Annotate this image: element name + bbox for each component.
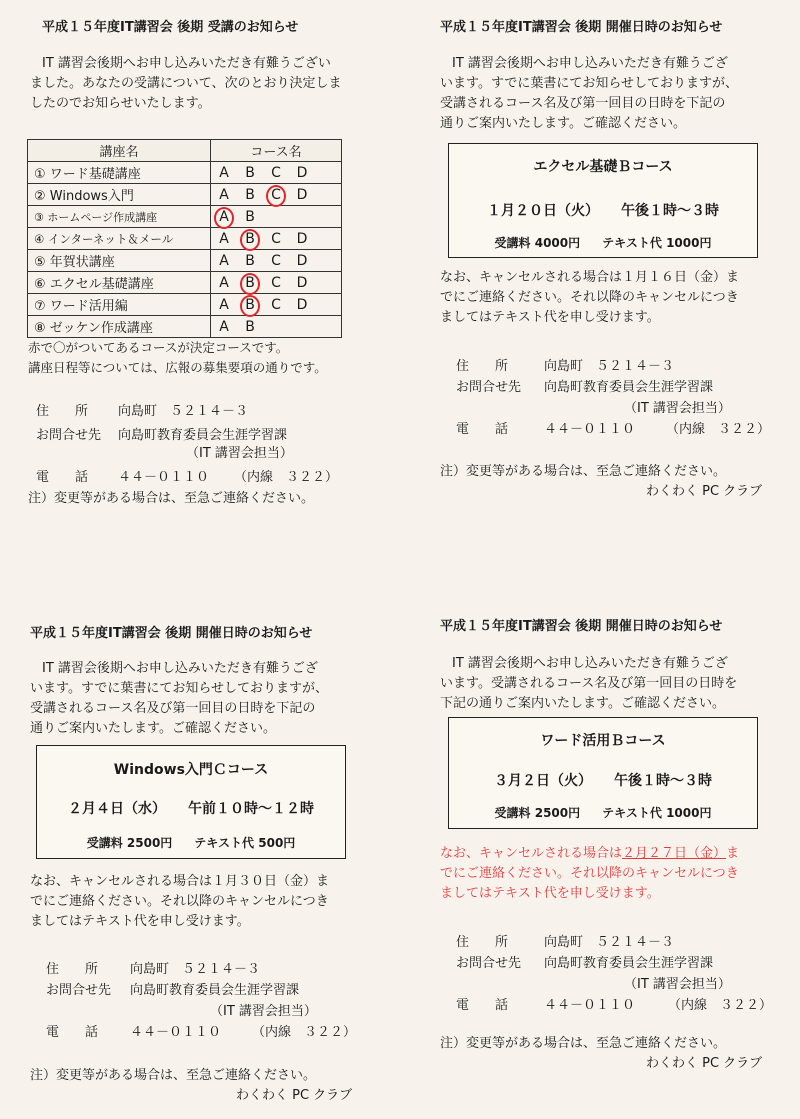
contact-sub: （IT 講習会担当）: [210, 1004, 317, 1019]
phone-value: ４４－０１１０: [130, 1025, 222, 1040]
club-name: わくわく PC クラブ: [646, 1056, 763, 1071]
table-row: ⑥ エクセル基礎講座 A B C D: [28, 272, 342, 294]
course-box: [36, 745, 346, 859]
phone-value: ４４－０１１０: [544, 422, 636, 437]
table-header: [28, 140, 342, 162]
contact-value: 向島町教育委員会生涯学習課: [130, 983, 300, 998]
intro-paragraph: IT 講習会後期へお申し込みいただき有難うござ います。すでに葉書にてお知らせしておりますが、 受講されるコース名及び第一回目の日時を下記の 通りご案内いたします。ご確認ください。: [440, 56, 738, 131]
cancel-notice: なお、キャンセルされる場合は１月３０日（金）ま でにご連絡ください。それ以降のキャンセルにつき ましてはテキスト代を申し受けます。: [30, 874, 330, 929]
course-table: [27, 139, 342, 338]
contact-sub: （IT 講習会担当）: [186, 446, 293, 461]
address-label: 住 所: [46, 962, 99, 977]
address-value: 向島町 ５２１４－３: [544, 359, 675, 374]
first-session: ３月２日（火） 午後１時～３時: [494, 773, 712, 789]
phone-extension: （内線 ３２２）: [668, 998, 773, 1013]
contact-sub: （IT 講習会担当）: [624, 401, 731, 416]
contact-value: 向島町教育委員会生涯学習課: [544, 380, 714, 395]
table-row: ② Windows入門 A B C D: [28, 184, 342, 206]
header-course-name: 講座名: [28, 140, 211, 162]
table-row: ⑦ ワード活用編 A B C D: [28, 294, 342, 316]
change-notice: 注）変更等がある場合は、至急ご連絡ください。: [440, 1036, 727, 1051]
contact-sub: （IT 講習会担当）: [624, 977, 731, 992]
course-name: ワード活用Ｂコース: [540, 733, 666, 749]
course-name: エクセル基礎Ｂコース: [533, 159, 673, 175]
notice-card-enrollment: [0, 0, 400, 560]
change-notice: 注）変更等がある場合は、至急ご連絡ください。: [440, 464, 727, 479]
change-notice: 注）変更等がある場合は、至急ご連絡ください。: [30, 1068, 317, 1083]
selected-course-circle: C: [263, 187, 289, 203]
fees: 受講料 2500円 テキスト代 1000円: [494, 806, 712, 820]
phone-label: 電 話: [46, 1025, 99, 1040]
table-row: ③ ホームページ作成講座 A B: [28, 206, 342, 228]
cancel-deadline: ２月２７日（金）: [622, 846, 727, 861]
card-title: 平成１５年度IT講習会 後期 開催日時のお知らせ: [440, 20, 723, 35]
contact-label: お問合せ先: [36, 428, 102, 443]
address-label: 住 所: [456, 935, 509, 950]
selected-course-circle: B: [237, 275, 263, 291]
first-session: １月２０日（火） 午後１時～３時: [487, 203, 719, 219]
course-box: [448, 143, 758, 258]
notice-card-excel: [400, 0, 800, 560]
selected-course-circle: B: [237, 231, 263, 247]
intro-paragraph: IT 講習会後期へお申し込みいただき有難うござ います。受講されるコース名及び第一回目の日時を 下記の通りご案内いたします。ご確認ください。: [440, 656, 738, 711]
contact-block: [46, 958, 386, 1048]
fees: 受講料 4000円 テキスト代 1000円: [494, 236, 712, 250]
address-value: 向島町 ５２１４－３: [544, 935, 675, 950]
contact-label: お問合せ先: [456, 956, 522, 971]
table-row: ⑧ ゼッケン作成講座 A B: [28, 316, 342, 338]
selected-course-circle: B: [237, 297, 263, 313]
contact-value: 向島町教育委員会生涯学習課: [118, 428, 288, 443]
table-row: ④ インターネット＆メール A B C D: [28, 228, 342, 250]
phone-extension: （内線 ３２２）: [252, 1025, 357, 1040]
intro-paragraph: IT 講習会後期へお申し込みいただき有難うござ います。すでに葉書にてお知らせしておりますが、 受講されるコース名及び第一回目の日時を下記の 通りご案内いたします。ご確認ください。: [30, 661, 328, 736]
card-title: 平成１５年度IT講習会 後期 開催日時のお知らせ: [30, 626, 313, 641]
address-label: 住 所: [36, 404, 89, 419]
phone-extension: （内線 ３２２）: [666, 422, 771, 437]
table-row: ① ワード基礎講座 A B C D: [28, 162, 342, 184]
address-value: 向島町 ５２１４－３: [118, 404, 249, 419]
club-name: わくわく PC クラブ: [236, 1088, 353, 1103]
selection-note: 赤で〇がついてあるコースが決定コースです。: [28, 340, 289, 355]
intro-paragraph: IT 講習会後期へお申し込みいただき有難うござい ました。あなたの受講について、次のとおり決定しま したのでお知らせいたします。: [30, 56, 342, 111]
header-course-class: コース名: [211, 140, 342, 162]
schedule-note: 講座日程等については、広報の募集要項の通りです。: [28, 360, 327, 375]
contact-block: [456, 355, 796, 445]
phone-label: 電 話: [36, 470, 89, 485]
first-session: ２月４日（水） 午前１０時～１２時: [68, 801, 314, 817]
course-box: [448, 717, 758, 829]
contact-block: [456, 931, 796, 1021]
change-notice: 注）変更等がある場合は、至急ご連絡ください。: [28, 491, 315, 506]
notice-card-word: [400, 580, 800, 1119]
contact-label: お問合せ先: [456, 380, 522, 395]
address-label: 住 所: [456, 359, 509, 374]
contact-value: 向島町教育委員会生涯学習課: [544, 956, 714, 971]
card-title: 平成１５年度IT講習会 後期 受講のお知らせ: [42, 20, 299, 35]
phone-label: 電 話: [456, 998, 509, 1013]
phone-value: ４４－０１１０: [118, 470, 210, 485]
notice-card-windows: [0, 560, 400, 1119]
fees: 受講料 2500円 テキスト代 500円: [86, 836, 296, 850]
club-name: わくわく PC クラブ: [646, 484, 763, 499]
table-row: ⑤ 年賀状講座 A B C D: [28, 250, 342, 272]
cancel-notice: なお、キャンセルされる場合は２月２７日（金）ま でにご連絡ください。それ以降のキャンセルにつき ましてはテキスト代を申し受けます。: [440, 846, 740, 901]
selected-course-circle: A: [211, 209, 237, 225]
phone-extension: （内線 ３２２）: [234, 470, 339, 485]
card-title: 平成１５年度IT講習会 後期 開催日時のお知らせ: [440, 619, 723, 634]
phone-value: ４４－０１１０: [544, 998, 636, 1013]
contact-label: お問合せ先: [46, 983, 112, 998]
phone-label: 電 話: [456, 422, 509, 437]
address-value: 向島町 ５２１４－３: [130, 962, 261, 977]
cancel-notice: なお、キャンセルされる場合は１月１６日（金）ま でにご連絡ください。それ以降のキャンセルにつき ましてはテキスト代を申し受けます。: [440, 270, 740, 325]
course-name: Windows入門Ｃコース: [113, 762, 269, 778]
